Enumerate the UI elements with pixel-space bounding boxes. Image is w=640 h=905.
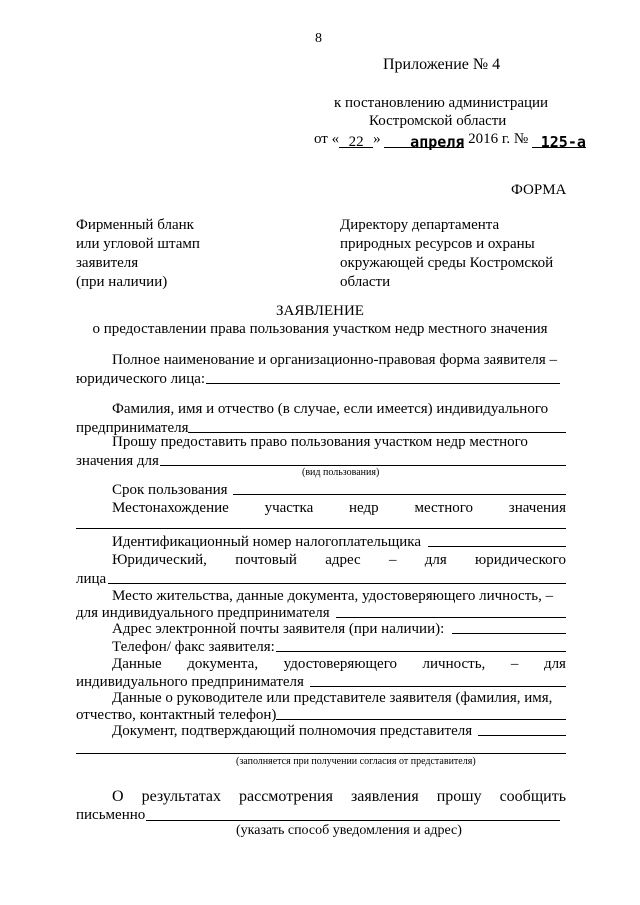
authority-doc-fill-line2[interactable]: [76, 753, 566, 754]
appendix-line1: к постановлению администрации: [334, 95, 549, 111]
residence-line1: Место жительства, данные документа, удостоверяющего личность, –: [112, 588, 554, 604]
legal-address-fill-line[interactable]: [108, 583, 566, 584]
inn-fill-line[interactable]: [428, 546, 566, 547]
document-title: ЗАЯВЛЕНИЕ: [276, 303, 364, 319]
p2-line2: предпринимателя: [76, 420, 189, 436]
left-block-line: Фирменный бланк: [76, 217, 194, 233]
legal-address-line2: лица: [76, 571, 107, 587]
forma-label: ФОРМА: [511, 182, 567, 198]
email-label: Адрес электронной почты заявителя (при наличии):: [112, 621, 445, 637]
id-document-line2: индивидуального предпринимателя: [76, 674, 304, 690]
date-year: 2016 г. №: [468, 131, 529, 147]
date-day: 22: [339, 133, 373, 148]
p3-line2: значения для: [76, 453, 159, 469]
representative-line1: Данные о руководителе или представителе заявителя (фамилия, имя,: [112, 690, 553, 706]
addressee-line: области: [340, 274, 391, 290]
id-document-line: Данные документа, удостоверяющего личность, – для: [112, 656, 566, 672]
result-fill-line[interactable]: [146, 820, 560, 821]
appendix-title: Приложение № 4: [383, 56, 501, 73]
id-document-fill-line[interactable]: [310, 686, 566, 687]
left-block-line: или угловой штамп: [76, 236, 200, 252]
document-subtitle: о предоставлении права пользования участком недр местного значения: [92, 321, 548, 337]
p1-line1: Полное наименование и организационно-правовая форма заявителя –: [112, 352, 558, 368]
representative-fill-line[interactable]: [276, 719, 566, 720]
srok-fill-line[interactable]: [233, 494, 566, 495]
authority-doc-fill-line[interactable]: [478, 735, 566, 736]
date-mid: »: [373, 131, 381, 147]
inn-label: Идентификационный номер налогоплательщика: [112, 534, 422, 550]
location-fill-line[interactable]: [76, 528, 566, 529]
result-line2: письменно: [76, 807, 146, 823]
appendix-line2: Костромской области: [369, 113, 507, 129]
p1-line2: юридического лица:: [76, 371, 206, 387]
srok-label: Срок пользования: [112, 482, 228, 498]
residence-fill-line[interactable]: [336, 617, 566, 618]
page-number: 8: [315, 31, 322, 46]
p2-line1: Фамилия, имя и отчество (в случае, если имеется) индивидуального: [112, 401, 549, 417]
addressee-line: природных ресурсов и охраны: [340, 236, 535, 252]
addressee-line: Директору департамента: [340, 217, 500, 233]
p3-line1: Прошу предоставить право пользования участком недр местного: [112, 434, 528, 450]
addressee-line: окружающей среды Костромской: [340, 255, 554, 271]
vid-fill-line[interactable]: [160, 465, 566, 466]
representative-line2: отчество, контактный телефон): [76, 707, 277, 723]
residence-line2: для индивидуального предпринимателя: [76, 605, 330, 621]
phone-fill-line[interactable]: [276, 651, 566, 652]
date-prefix: от «: [314, 131, 340, 147]
appendix-date-line: [314, 130, 586, 151]
legal-address-line: Юридический, почтовый адрес – для юридического: [112, 552, 566, 568]
representative-note: (заполняется при получении согласия от представителя): [236, 756, 476, 767]
result-note: (указать способ уведомления и адрес): [236, 823, 462, 838]
left-block-line: заявителя: [76, 255, 139, 271]
location-line: Местонахождение участка недр местного значения: [112, 500, 566, 516]
date-month: апреля: [384, 133, 464, 148]
phone-label: Телефон/ факс заявителя:: [112, 639, 275, 655]
result-line: О результатах рассмотрения заявления прошу сообщить: [112, 788, 566, 805]
vid-note: (вид пользования): [302, 467, 380, 478]
p1-fill-line[interactable]: [206, 383, 560, 384]
email-fill-line[interactable]: [452, 633, 566, 634]
authority-doc-label: Документ, подтверждающий полномочия представителя: [112, 723, 473, 739]
left-block-line: (при наличии): [76, 274, 168, 290]
date-number: 125-а: [532, 133, 586, 148]
